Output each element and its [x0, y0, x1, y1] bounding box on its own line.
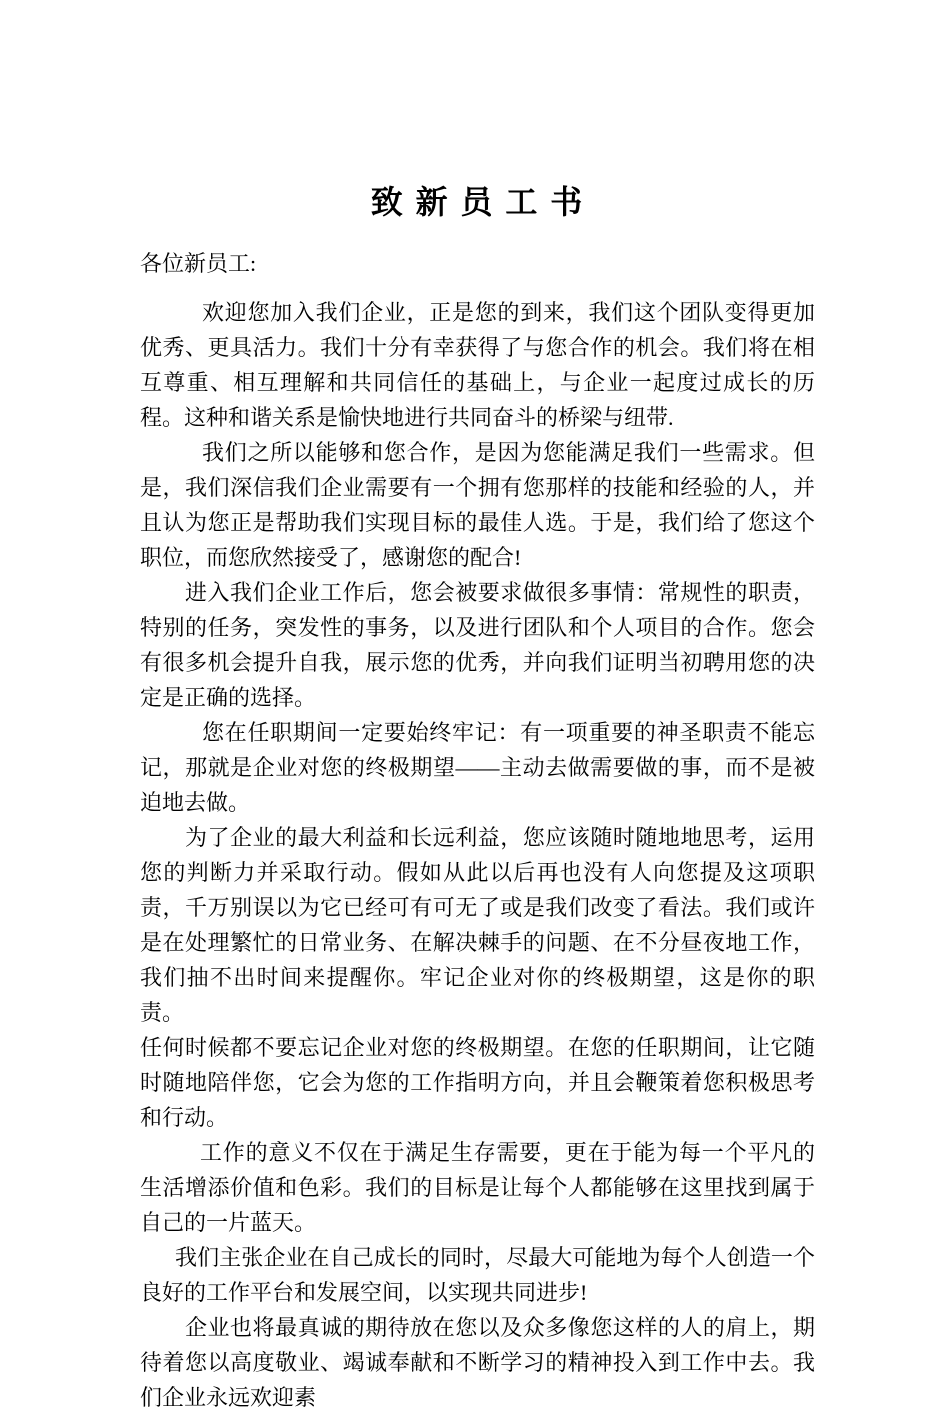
paragraph: 我们主张企业在自己成长的同时，尽最大可能地为每个人创造一个良好的工作平台和发展空间，以实现共同进步! — [140, 1245, 815, 1305]
paragraph: 我们之所以能够和您合作，是因为您能满足我们一些需求。但是，我们深信我们企业需要有一个拥有您那样的技能和经验的人，并且认为您正是帮助我们实现目标的最佳人选。于是，我们给了您这个职位，而您欣然接受了，感谢您的配合! — [140, 440, 815, 570]
paragraph: 任何时候都不要忘记企业对您的终极期望。在您的任职期间，让它随时随地陪伴您，它会为您的工作指明方向，并且会鞭策着您积极思考和行动。 — [140, 1035, 815, 1130]
paragraph: 工作的意义不仅在于满足生存需要，更在于能为每一个平凡的生活增添价值和色彩。我们的目标是让每个人都能够在这里找到属于自己的一片蓝天。 — [140, 1140, 815, 1235]
document-title: 致 新 员 工 书 — [370, 184, 585, 220]
salutation: 各位新员工: — [140, 251, 257, 276]
paragraph: 为了企业的最大利益和长远利益，您应该随时随地地思考，运用您的判断力并采取行动。假如从此以后再也没有人向您提及这项职责，千万别误以为它已经可有可无了或是我们改变了看法。我们或许是在处理繁忙的日常业务、在解决棘手的问题、在不分昼夜地工作，我们抽不出时间来提醒你。牢记企业对你的终极期望，这是你的职责。 — [140, 825, 815, 1025]
paragraph: 欢迎您加入我们企业，正是您的到来，我们这个团队变得更加优秀、更具活力。我们十分有幸获得了与您合作的机会。我们将在相互尊重、相互理解和共同信任的基础上，与企业一起度过成长的历程。这种和谐关系是愉快地进行共同奋斗的桥梁与纽带. — [140, 300, 815, 430]
paragraph: 您在任职期间一定要始终牢记：有一项重要的神圣职责不能忘记，那就是企业对您的终极期望——主动去做需要做的事，而不是被迫地去做。 — [140, 720, 815, 815]
paragraph: 企业也将最真诚的期待放在您以及众多像您这样的人的肩上，期待着您以高度敬业、竭诚奉献和不断学习的精神投入到工作中去。我们企业永远欢迎素 — [140, 1315, 815, 1410]
document-body — [140, 295, 815, 1415]
paragraph: 进入我们企业工作后，您会被要求做很多事情：常规性的职责，特别的任务，突发性的事务，以及进行团队和个人项目的合作。您会有很多机会提升自我，展示您的优秀，并向我们证明当初聘用您的决定是正确的选择。 — [140, 580, 815, 710]
